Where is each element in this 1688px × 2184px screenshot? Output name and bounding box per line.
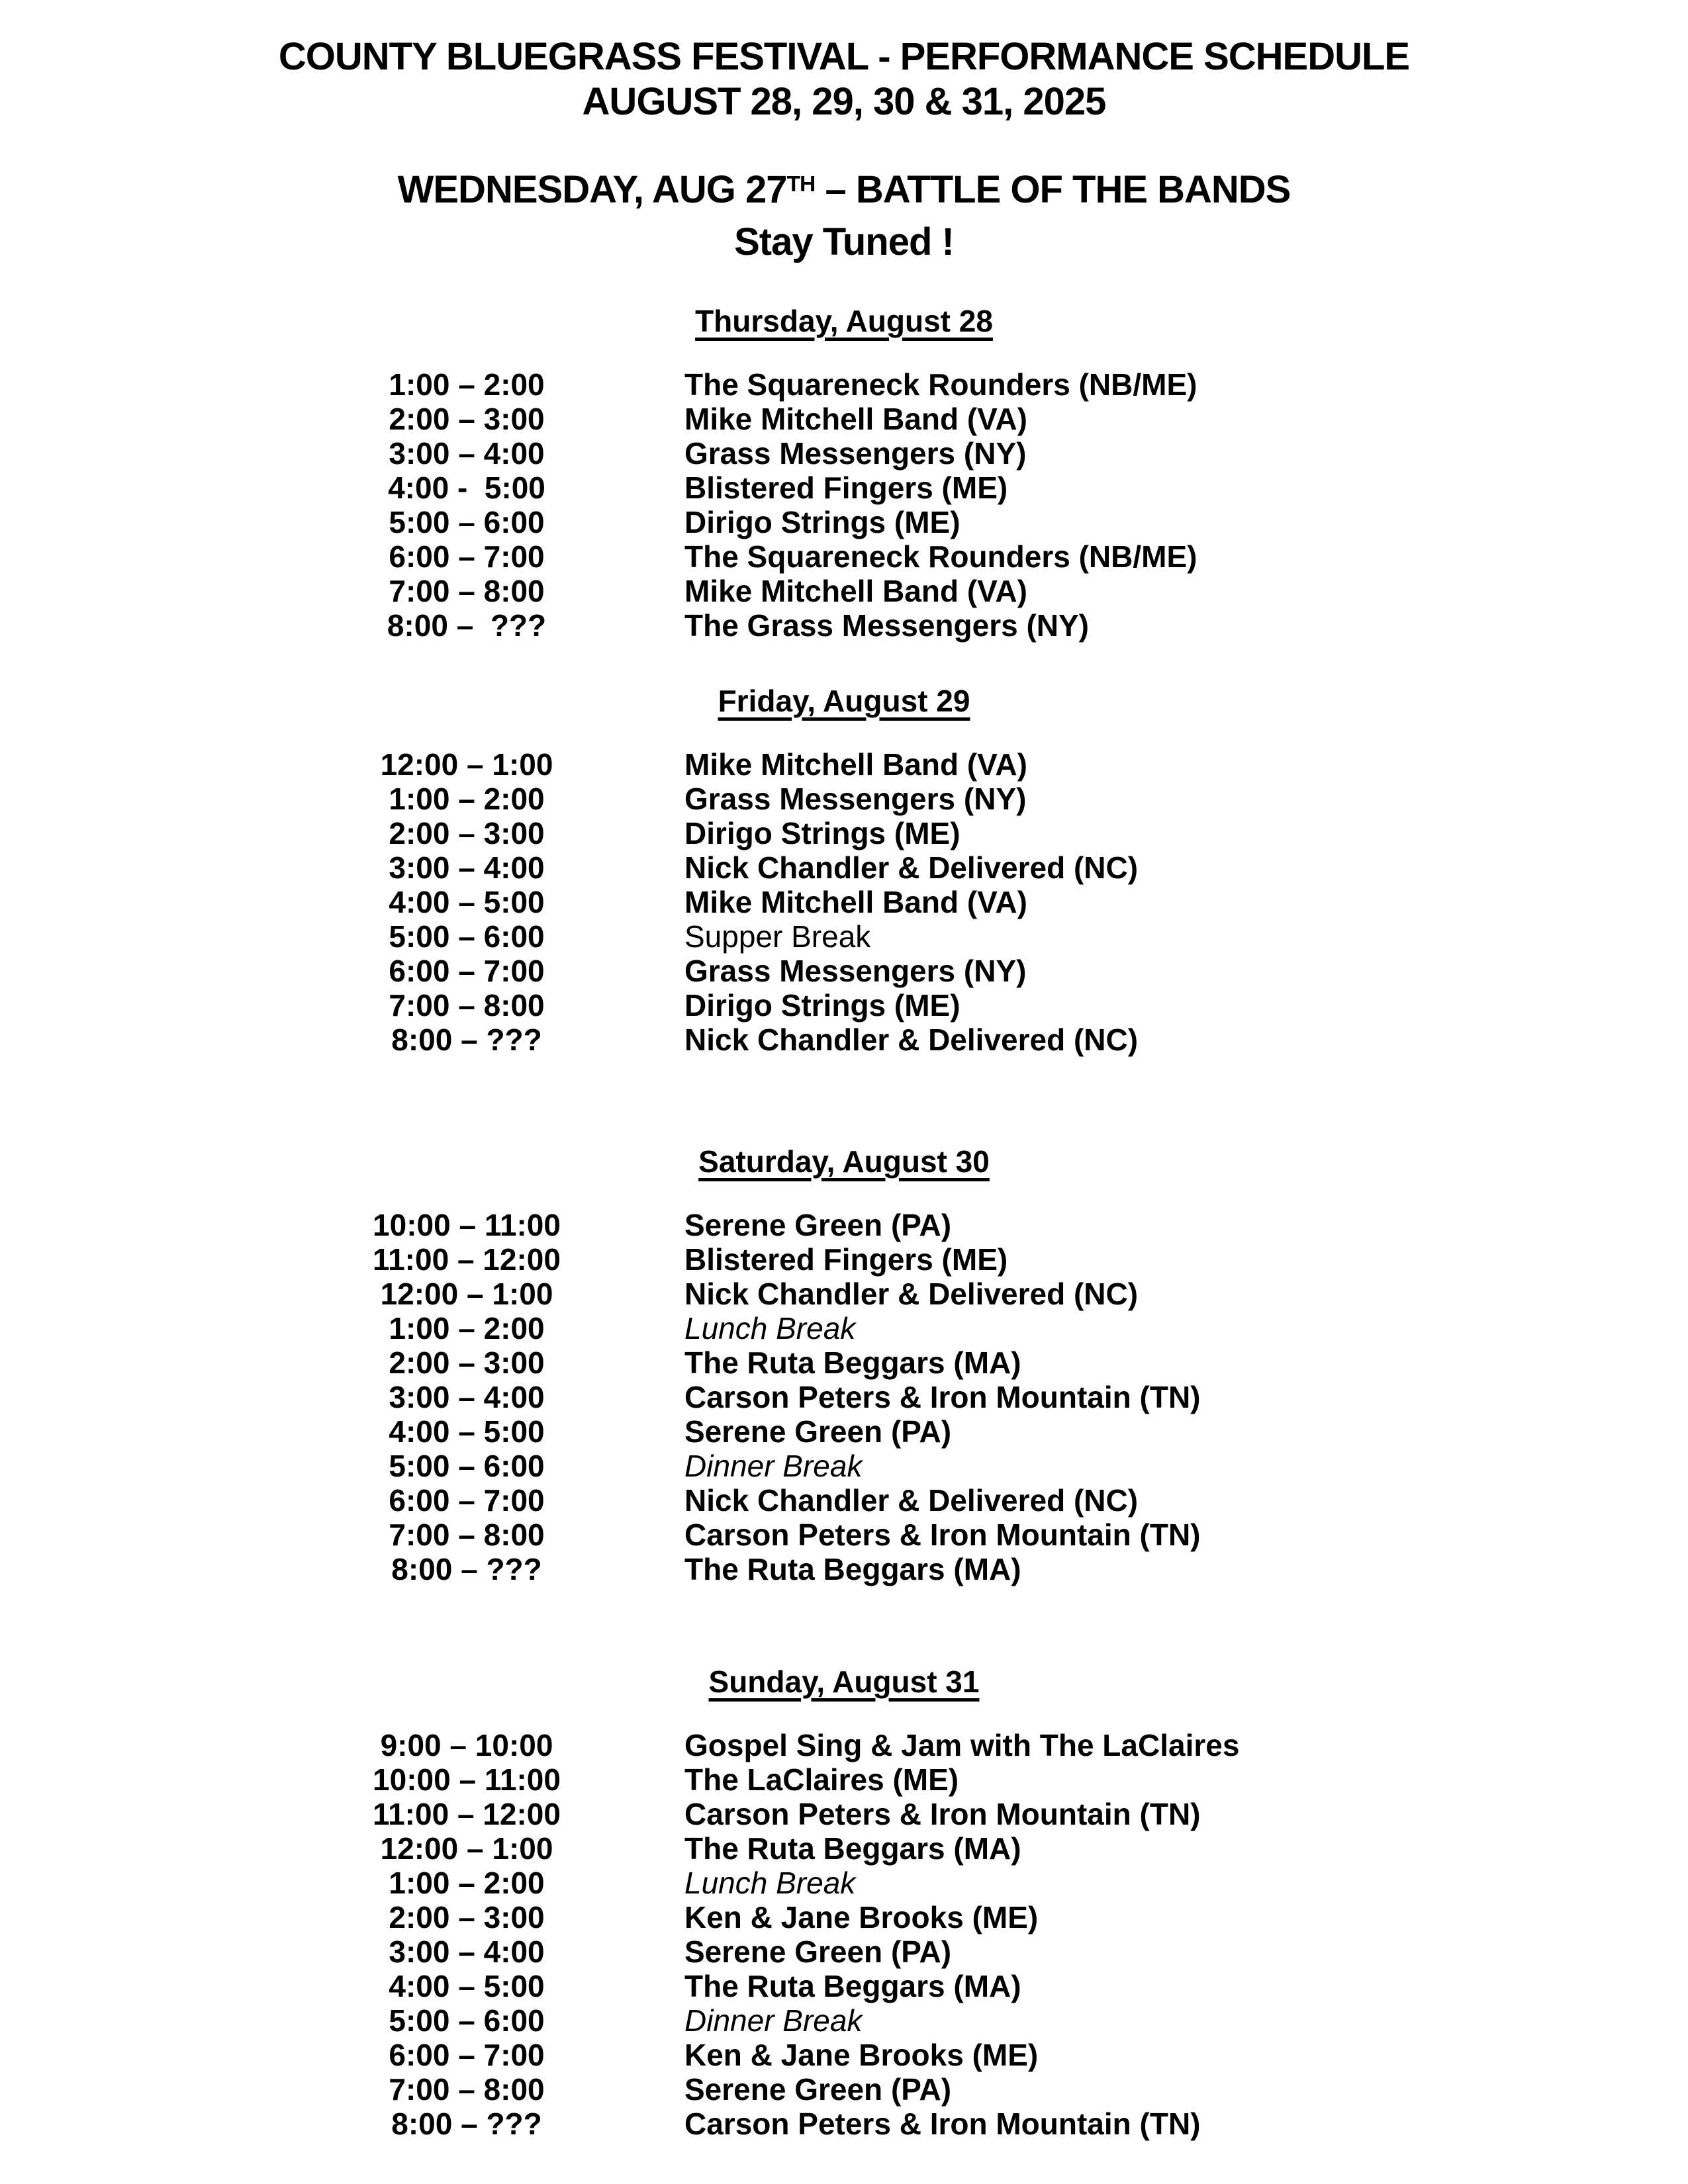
schedule-row	[371, 1483, 1688, 1518]
day-heading: Friday, August 29	[718, 684, 970, 718]
time-range: 3:00 – 4:00	[389, 436, 545, 471]
time-range: 4:00 – 5:00	[389, 885, 545, 919]
schedule-row	[371, 1449, 1688, 1483]
stay-tuned: Stay Tuned !	[734, 220, 954, 263]
schedule-row	[371, 919, 1688, 954]
schedule-row	[371, 816, 1688, 850]
page-header	[0, 0, 1688, 124]
time-range: 7:00 – 8:00	[389, 988, 545, 1023]
schedule-days	[0, 304, 1688, 2141]
act-name: The LaClaires (ME)	[684, 1762, 959, 1797]
act-name: Dinner Break	[684, 2003, 863, 2038]
schedule-row	[371, 402, 1688, 436]
time-range: 7:00 – 8:00	[389, 574, 545, 608]
act-name: Grass Messengers (NY)	[684, 782, 1027, 816]
act-name: Ken & Jane Brooks (ME)	[684, 1900, 1039, 1934]
schedule-row	[371, 471, 1688, 505]
time-range: 1:00 – 2:00	[389, 782, 545, 816]
time-range: 8:00 – ???	[391, 2107, 542, 2141]
act-name: The Squareneck Rounders (NB/ME)	[684, 539, 1197, 574]
schedule-row	[371, 1414, 1688, 1449]
schedule-row	[371, 2072, 1688, 2107]
time-range: 6:00 – 7:00	[389, 539, 545, 574]
time-range: 7:00 – 8:00	[389, 1518, 545, 1552]
time-range: 5:00 – 6:00	[389, 2003, 545, 2038]
schedule-row	[371, 505, 1688, 539]
act-name: Mike Mitchell Band (VA)	[684, 402, 1027, 436]
act-name: Carson Peters & Iron Mountain (TN)	[684, 1797, 1201, 1831]
schedule-row	[371, 1518, 1688, 1552]
day-section	[0, 304, 1688, 643]
time-range: 2:00 – 3:00	[389, 402, 545, 436]
act-name: Gospel Sing & Jam with The LaClaires	[684, 1728, 1240, 1762]
time-range: 4:00 – 5:00	[389, 1969, 545, 2003]
schedule-row	[371, 1900, 1688, 1934]
day-section	[0, 684, 1688, 1057]
act-name: Nick Chandler & Delivered (NC)	[684, 1023, 1139, 1057]
act-name: Carson Peters & Iron Mountain (TN)	[684, 1380, 1201, 1414]
act-name: Ken & Jane Brooks (ME)	[684, 2038, 1039, 2072]
time-range: 3:00 – 4:00	[389, 1934, 545, 1969]
schedule-row	[371, 1552, 1688, 1586]
act-name: Serene Green (PA)	[684, 1414, 952, 1449]
day-heading: Sunday, August 31	[708, 1664, 980, 1699]
act-name: Dirigo Strings (ME)	[684, 505, 961, 539]
schedule-row	[371, 954, 1688, 988]
time-range: 6:00 – 7:00	[389, 954, 545, 988]
time-range: 12:00 – 1:00	[380, 1277, 553, 1311]
schedule-row	[371, 1242, 1688, 1277]
time-range: 9:00 – 10:00	[380, 1728, 553, 1762]
schedule-row	[371, 608, 1688, 643]
day-rows	[371, 1208, 1688, 1586]
day-heading: Saturday, August 30	[698, 1144, 990, 1179]
time-range: 1:00 – 2:00	[389, 1866, 545, 1900]
time-range: 7:00 – 8:00	[389, 2072, 545, 2107]
festival-title: COUNTY BLUEGRASS FESTIVAL - PERFORMANCE SCHEDULE	[278, 35, 1410, 78]
announcement-suffix: – BATTLE OF THE BANDS	[815, 168, 1291, 211]
schedule-row	[371, 1023, 1688, 1057]
schedule-row	[371, 1728, 1688, 1762]
act-name: Carson Peters & Iron Mountain (TN)	[684, 2107, 1201, 2141]
announcement	[0, 167, 1688, 265]
act-name: The Ruta Beggars (MA)	[684, 1552, 1021, 1586]
time-range: 3:00 – 4:00	[389, 850, 545, 885]
time-range: 2:00 – 3:00	[389, 1345, 545, 1380]
time-range: 10:00 – 11:00	[373, 1208, 561, 1242]
act-name: Mike Mitchell Band (VA)	[684, 747, 1027, 782]
time-range: 12:00 – 1:00	[380, 1831, 553, 1866]
schedule-row	[371, 367, 1688, 402]
time-range: 11:00 – 12:00	[373, 1797, 561, 1831]
act-name: The Ruta Beggars (MA)	[684, 1345, 1021, 1380]
schedule-row	[371, 1208, 1688, 1242]
time-range: 2:00 – 3:00	[389, 1900, 545, 1934]
day-rows	[371, 1728, 1688, 2141]
announcement-headline	[0, 167, 1688, 219]
time-range: 4:00 – 5:00	[389, 1414, 545, 1449]
act-name: The Ruta Beggars (MA)	[684, 1969, 1021, 2003]
schedule-row	[371, 885, 1688, 919]
day-section	[0, 1144, 1688, 1586]
schedule-row	[371, 1762, 1688, 1797]
festival-dates: AUGUST 28, 29, 30 & 31, 2025	[582, 80, 1106, 123]
schedule-row	[371, 1797, 1688, 1831]
schedule-row	[371, 1345, 1688, 1380]
day-heading: Thursday, August 28	[695, 304, 993, 338]
time-range: 1:00 – 2:00	[389, 1311, 545, 1345]
schedule-row	[371, 988, 1688, 1023]
schedule-row	[371, 782, 1688, 816]
time-range: 1:00 – 2:00	[389, 367, 545, 402]
act-name: The Ruta Beggars (MA)	[684, 1831, 1021, 1866]
schedule-row	[371, 1831, 1688, 1866]
act-name: Supper Break	[684, 919, 871, 954]
day-section	[0, 1664, 1688, 2141]
act-name: Mike Mitchell Band (VA)	[684, 885, 1027, 919]
time-range: 8:00 – ???	[387, 608, 547, 643]
schedule-row	[371, 539, 1688, 574]
time-range: 3:00 – 4:00	[389, 1380, 545, 1414]
time-range: 6:00 – 7:00	[389, 2038, 545, 2072]
act-name: Grass Messengers (NY)	[684, 436, 1027, 471]
time-range: 12:00 – 1:00	[380, 747, 553, 782]
act-name: Nick Chandler & Delivered (NC)	[684, 850, 1139, 885]
time-range: 10:00 – 11:00	[373, 1762, 561, 1797]
time-range: 6:00 – 7:00	[389, 1483, 545, 1518]
schedule-row	[371, 1866, 1688, 1900]
act-name: Blistered Fingers (ME)	[684, 1242, 1008, 1277]
schedule-row	[371, 2038, 1688, 2072]
time-range: 5:00 – 6:00	[389, 505, 545, 539]
schedule-row	[371, 2003, 1688, 2038]
act-name: Nick Chandler & Delivered (NC)	[684, 1483, 1139, 1518]
schedule-row	[371, 850, 1688, 885]
schedule-row	[371, 574, 1688, 608]
act-name: Blistered Fingers (ME)	[684, 471, 1008, 505]
schedule-row	[371, 1969, 1688, 2003]
schedule-row	[371, 1277, 1688, 1311]
schedule-row	[371, 747, 1688, 782]
act-name: Nick Chandler & Delivered (NC)	[684, 1277, 1139, 1311]
schedule-row	[371, 436, 1688, 471]
schedule-row	[371, 1380, 1688, 1414]
act-name: Carson Peters & Iron Mountain (TN)	[684, 1518, 1201, 1552]
act-name: Lunch Break	[684, 1866, 856, 1900]
act-name: Lunch Break	[684, 1311, 856, 1345]
time-range: 4:00 - 5:00	[388, 471, 545, 505]
day-rows	[371, 367, 1688, 643]
time-range: 5:00 – 6:00	[389, 919, 545, 954]
schedule-row	[371, 1311, 1688, 1345]
time-range: 2:00 – 3:00	[389, 816, 545, 850]
act-name: Dirigo Strings (ME)	[684, 988, 961, 1023]
act-name: Dinner Break	[684, 1449, 863, 1483]
schedule-row	[371, 2107, 1688, 2141]
time-range: 11:00 – 12:00	[373, 1242, 561, 1277]
announcement-prefix: WEDNESDAY, AUG 27	[397, 168, 787, 211]
act-name: Dirigo Strings (ME)	[684, 816, 961, 850]
act-name: Mike Mitchell Band (VA)	[684, 574, 1027, 608]
act-name: The Squareneck Rounders (NB/ME)	[684, 367, 1197, 402]
time-range: 8:00 – ???	[391, 1023, 542, 1057]
act-name: Serene Green (PA)	[684, 1934, 952, 1969]
announcement-ordinal: TH	[786, 172, 816, 197]
time-range: 5:00 – 6:00	[389, 1449, 545, 1483]
act-name: Grass Messengers (NY)	[684, 954, 1027, 988]
time-range: 8:00 – ???	[391, 1552, 542, 1586]
day-rows	[371, 747, 1688, 1057]
act-name: Serene Green (PA)	[684, 2072, 952, 2107]
act-name: Serene Green (PA)	[684, 1208, 952, 1242]
schedule-row	[371, 1934, 1688, 1969]
act-name: The Grass Messengers (NY)	[684, 608, 1090, 643]
